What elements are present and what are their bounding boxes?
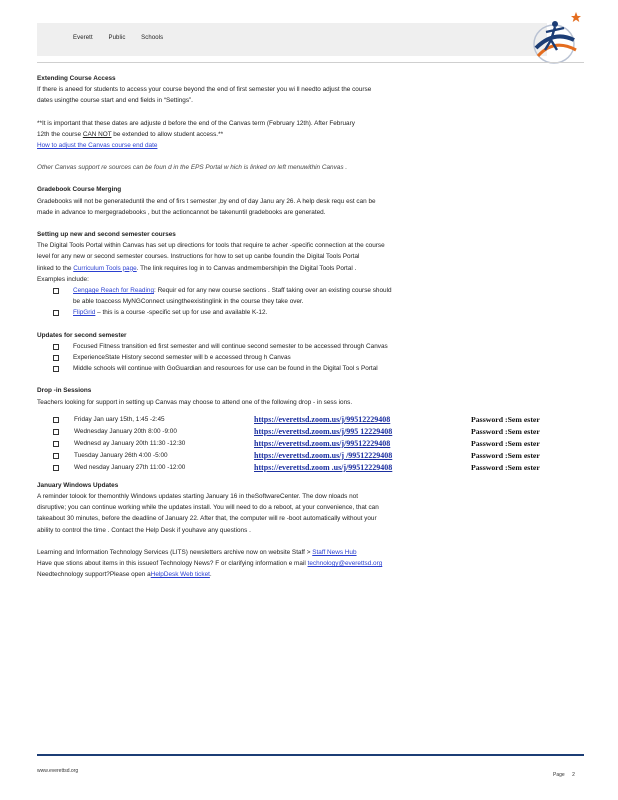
lits-text-3 — [37, 569, 577, 580]
bullet-icon — [53, 453, 59, 459]
session-row — [37, 462, 577, 474]
bullet-icon — [53, 465, 59, 471]
windows-text-3: takeabout 30 minutes, before the deadline of January 22. After that, the computer will re -boot automatically without your — [37, 515, 377, 523]
session-row — [37, 450, 577, 462]
technology-email-link[interactable]: technology@everettsd.org — [307, 560, 383, 568]
sessions-list — [37, 414, 577, 474]
cengage-link[interactable]: Cengage Reach for Reading — [73, 287, 155, 295]
lits-text-1-pre: Learning and Information Technology Services (LITS) newsletters archive now on website Staff > — [37, 548, 311, 556]
session-time: Tuesday January 26th 4:00 -5:00 — [74, 451, 168, 459]
session-zoom-link[interactable]: https://everettsd.zoom .us/j/99512229408 — [254, 462, 393, 472]
bullet-icon — [53, 417, 59, 423]
list-item-cengage — [37, 285, 577, 296]
setting-text-2: level for any new or second semester courses. Instructions for how to set up canbe foundin the Digital Tools Portal — [37, 253, 360, 261]
windows-text-2: disruptive; you can continue working while the updates install. You will need to do a reboot, at your convenience, that can — [37, 504, 379, 512]
list-item-history — [37, 352, 577, 363]
bullet-icon — [53, 429, 59, 435]
session-zoom-link[interactable]: https://everettsd.zoom.us/j/995 12229408 — [254, 426, 393, 436]
footer-divider — [37, 754, 584, 756]
portal-note: Other Canvas support re sources can be foun d in the EPS Portal w hich is linked on left menuwithin Canvas . — [37, 164, 348, 172]
updates-heading: Updates for second semester — [37, 331, 127, 339]
helpdesk-ticket-link[interactable]: HelpDesk Web ticket — [150, 571, 210, 579]
drop-in-intro: Teachers looking for support in setting up Canvas may choose to attend one of the following drop - in sess ions. — [37, 398, 353, 406]
lits-text-3-pre: Needtechnology support?Please open a — [37, 571, 151, 579]
session-zoom-link[interactable]: https://everettsd.zoom.us/j /99512229408 — [254, 450, 393, 460]
session-password: Password :Sem ester — [471, 462, 540, 472]
examples-label: Examples include: — [37, 275, 89, 283]
list-item-flipgrid — [37, 307, 577, 318]
windows-text-1: A reminder tolook for themonthly Windows updates starting January 16 in theSoftwareCenter. The dow nloads not — [37, 493, 359, 501]
cengage-text-2: be able toaccess MyNGConnect usingtheexistinglink in the course they take over. — [73, 298, 304, 306]
bullet-icon — [53, 441, 59, 447]
setting-heading: Setting up new and second semester courses — [37, 231, 176, 239]
bullet-icon — [53, 344, 59, 350]
footer-site: www.everettsd.org — [37, 768, 79, 774]
session-zoom-link[interactable]: https://everettsd.zoom.us/j/99512229408 — [254, 414, 391, 424]
flipgrid-link[interactable]: FlipGrid — [73, 309, 96, 317]
flipgrid-text: – this is a course -specific set up for use and available K-12. — [97, 309, 268, 317]
windows-text-4: ability to control the time . Contact the Help Desk if youhave any questions . — [37, 526, 251, 534]
lits-text-1 — [37, 547, 577, 558]
session-time: Wednesday January 20th 8:00 -9:00 — [74, 427, 177, 435]
lits-text-2 — [37, 558, 577, 569]
district-logo — [524, 10, 584, 66]
bullet-icon — [53, 310, 59, 316]
important-text-2 — [37, 129, 577, 140]
gradebook-heading: Gradebook Course Merging — [37, 186, 122, 194]
bullet-icon — [53, 288, 59, 294]
session-row — [37, 414, 577, 426]
adjust-end-date-link[interactable]: How to adjust the Canvas course end date — [37, 142, 158, 150]
session-password: Password :Sem ester — [471, 438, 540, 448]
setting-text-3 — [37, 263, 577, 274]
extending-heading: Extending Course Access — [37, 75, 116, 82]
windows-heading: January Windows Updates — [37, 481, 119, 489]
extending-text-2: dates usingthe course start and end fields in “Settings”. — [37, 97, 193, 105]
bullet-icon — [53, 366, 59, 372]
staff-news-hub-link[interactable]: Staff News Hub — [312, 548, 357, 556]
newsletter-body — [37, 73, 577, 581]
setting-text-3-pre: linked to the — [37, 264, 72, 272]
header-divider — [37, 62, 584, 63]
header-bar — [37, 23, 547, 56]
session-password: Password :Sem ester — [471, 414, 540, 424]
bullet-icon — [53, 355, 59, 361]
header-title: Everett Public Schools — [73, 35, 164, 41]
cannot-emphasis: CAN NOT — [82, 130, 112, 138]
session-zoom-link[interactable]: https://everettsd.zoom.us/j/99512229408 — [254, 438, 391, 448]
session-row — [37, 426, 577, 438]
extending-text-1: If there is aneed for students to access your course beyond the end of first semester you wi ll needto adjust the course — [37, 86, 372, 94]
curriculum-tools-link[interactable]: Curriculum Tools page — [73, 264, 137, 272]
setting-text-1: The Digital Tools Portal within Canvas has set up directions for tools that require te acher -specific connection at the course — [37, 242, 385, 250]
gradebook-text-2: made in advance to mergegradebooks , but the actioncannot be takenuntil gradebooks are generated. — [37, 208, 326, 216]
session-row — [37, 438, 577, 450]
session-time: Friday Jan uary 15th, 1:45 -2:45 — [74, 415, 165, 423]
session-password: Password :Sem ester — [471, 426, 540, 436]
important-pre: 12th the course — [37, 130, 82, 138]
goguardian-text: Middle schools will continue with GoGuardian and resources for use can be found in the Digital Tool s Portal — [73, 365, 378, 373]
cengage-text: : Requir ed for any new course sections . Staff taking over an existing course should — [154, 287, 392, 295]
page-number: Page 2 — [553, 772, 575, 778]
lits-text-2-pre: Have que stions about items in this issueof Technology News? F or clarifying information e mail — [37, 560, 306, 568]
drop-in-heading: Drop -in Sessions — [37, 387, 92, 395]
setting-text-3-post: . The link requires log in to Canvas andmembershipin the Digital Tools Portal . — [136, 264, 357, 272]
list-item-cengage-cont — [37, 296, 577, 307]
important-text-1: **It is important that these dates are adjuste d before the end of the Canvas term (February 12th). After February — [37, 119, 355, 127]
session-password: Password :Sem ester — [471, 450, 540, 460]
list-item-goguardian — [37, 363, 577, 374]
lits-text-3-post: . — [209, 571, 212, 579]
fitness-text: Focused Fitness transition ed first semester and will continue second semester to be accessed through Canvas — [73, 342, 388, 350]
gradebook-text-1: Gradebooks will not be generateduntil the end of firs t semester ,by end of day Janu ary 26. A help desk requ est can be — [37, 197, 376, 205]
list-item-fitness — [37, 341, 577, 352]
session-time: Wed nesday January 27th 11:00 -12:00 — [74, 463, 186, 471]
session-time: Wednesd ay January 20th 11:30 -12:30 — [74, 439, 186, 447]
important-post: be extended to allow student access.** — [113, 130, 224, 138]
history-text: ExperienceState History second semester will b e accessed throug h Canvas — [73, 354, 291, 362]
